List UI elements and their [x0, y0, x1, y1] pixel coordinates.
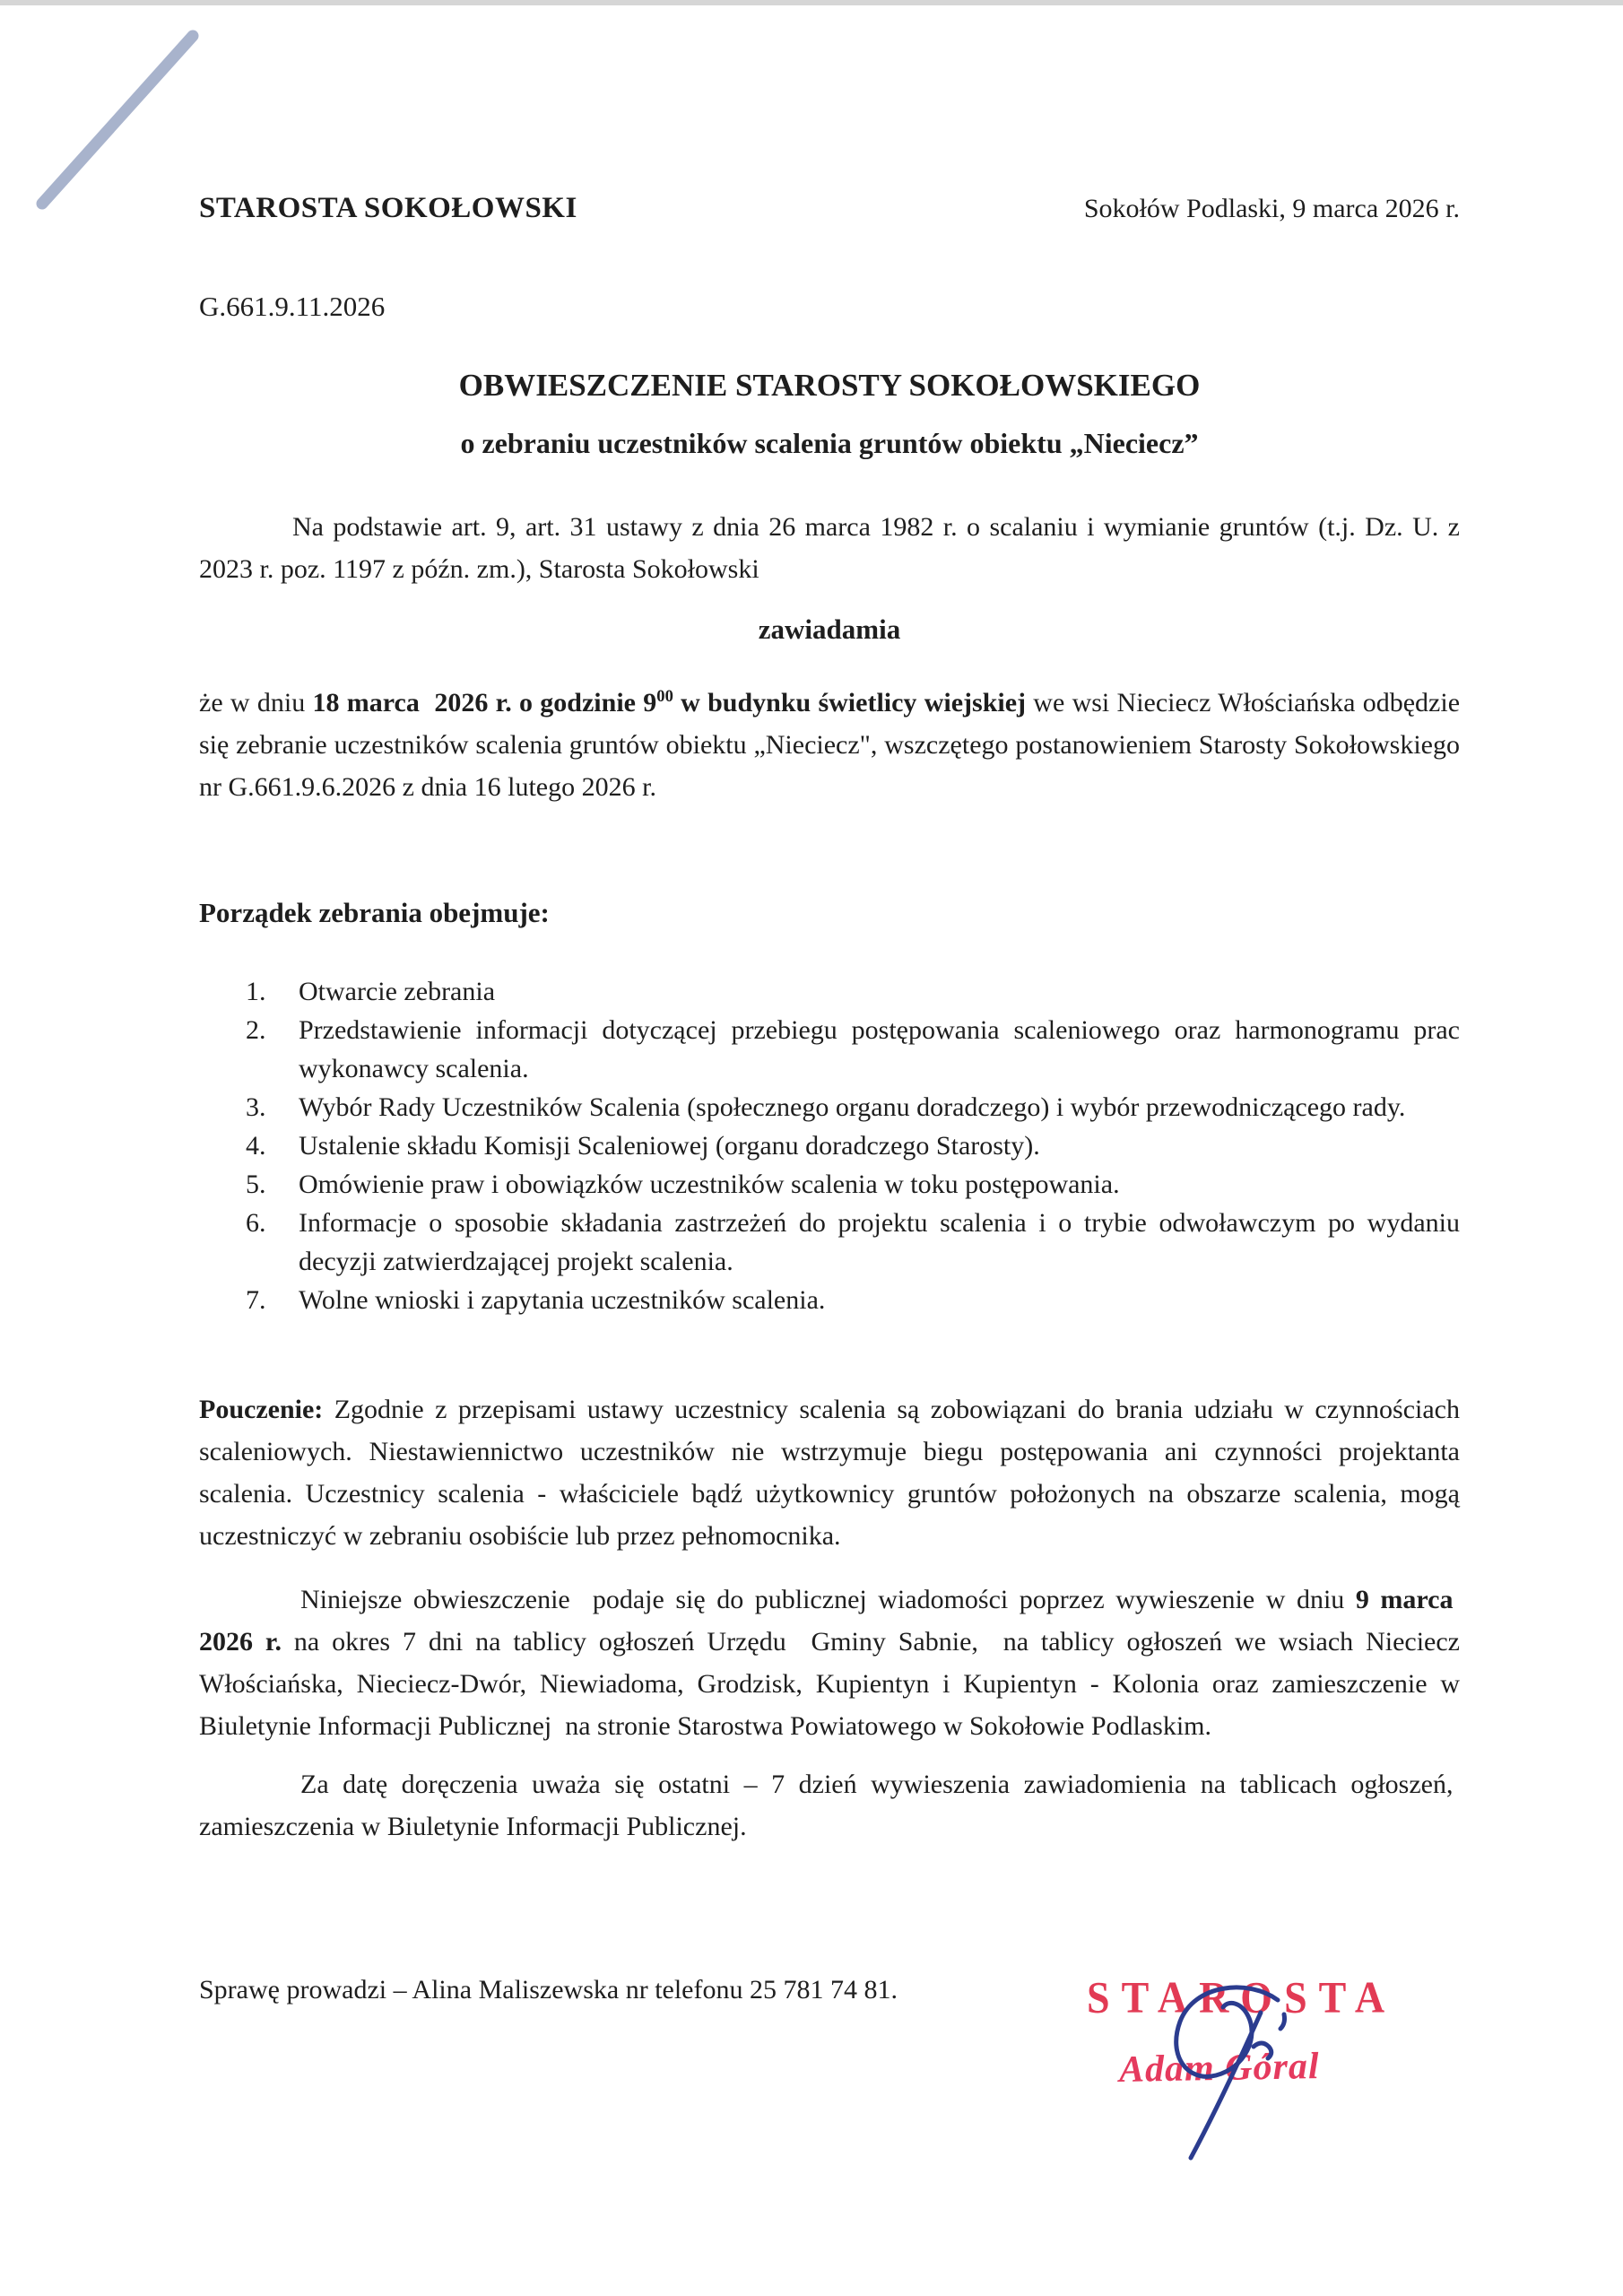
- starosta-stamp-title: STAROSTA: [1087, 1972, 1397, 2022]
- meeting-paragraph: [199, 682, 1460, 808]
- publication-paragraph: [199, 1578, 1460, 1747]
- agenda-heading: Porządek zebrania obejmuje:: [199, 897, 550, 928]
- meeting-hour-superscript: 00: [656, 687, 673, 706]
- agenda-item-text: Otwarcie zebrania: [299, 977, 496, 1006]
- notice-paragraph: [199, 1388, 1460, 1557]
- agenda-item: [199, 1204, 1460, 1281]
- agenda-item-text: Omówienie praw i obowiązków uczestników scalenia w toku postępowania.: [299, 1170, 1120, 1199]
- place-date-line: Sokołów Podlaski, 9 marca 2026 r.: [1083, 194, 1460, 223]
- meeting-date-time: 18 marca 2026 r. o godzinie 9: [312, 688, 657, 718]
- delivery-paragraph: Za datę doręczenia uważa się ostatni – 7 dzień wywieszenia zawiadomienia na tablicach ogłoszeń, zamieszczenia w Biuletynie Informacji Publicznej.: [199, 1770, 1460, 1841]
- meeting-text-lead: że w dniu: [199, 688, 313, 718]
- case-officer-line: Sprawę prowadzi – Alina Maliszewska nr telefonu 25 781 74 81.: [199, 1975, 898, 2005]
- publication-date: 9 marca 2026 r.: [199, 1585, 1460, 1657]
- notice-text: Zgodnie z przepisami ustawy uczestnicy scalenia są zobowiązani do brania udziału w czynnościach scaleniowych. Niestawiennictwo uczestników nie wstrzymuje biegu postępowania ani czynności projektanta scalenia. Uczestnicy scalenia - właściciele bądź użytkownicy gruntów położonych na obszarze scalenia, mogą uczestniczyć w zebraniu osobiście lub przez pełnomocnika.: [199, 1395, 1460, 1551]
- sender-title: STAROSTA SOKOŁOWSKI: [199, 192, 577, 224]
- agenda-list: [199, 972, 1460, 1319]
- agenda-item-text: Informacje o sposobie składania zastrzeżeń do projektu scalenia i o trybie odwoławczym po wydaniu decyzji zatwierdzającej projekt scalenia.: [299, 1208, 1460, 1276]
- notice-label: Pouczenie:: [199, 1395, 324, 1424]
- document-header: [199, 192, 1460, 225]
- document-subtitle: o zebraniu uczestników scalenia gruntów obiektu „Nieciecz”: [460, 427, 1199, 459]
- meeting-venue: w budynku świetlicy wiejskiej: [673, 688, 1027, 718]
- agenda-item-text: Wybór Rady Uczestników Scalenia (społecznego organu doradczego) i wybór przewodniczącego rady.: [299, 1092, 1406, 1122]
- document-title: OBWIESZCZENIE STAROSTY SOKOŁOWSKIEGO: [458, 368, 1201, 403]
- agenda-item: [199, 972, 1460, 1011]
- legal-basis-paragraph: Na podstawie art. 9, art. 31 ustawy z dnia 26 marca 1982 r. o scalaniu i wymianie gruntów (t.j. Dz. U. z 2023 r. poz. 1197 z późn. zm.), Starosta Sokołowski: [199, 512, 1460, 584]
- agenda-item-text: Ustalenie składu Komisji Scaleniowej (organu doradczego Starosty).: [299, 1131, 1040, 1161]
- publication-text-rest: na okres 7 dni na tablicy ogłoszeń Urzędu Gminy Sabnie, na tablicy ogłoszeń we wsiach Nieciecz Włościańska, Nieciecz-Dwór, Niewiadoma, Grodzisk, Kupientyn i Kupientyn - Kolonia oraz zamieszczenie w Biuletynie Informacji Publicznej na stronie Starostwa Powiatowego w Sokołowie Podlaskim.: [199, 1627, 1460, 1741]
- agenda-item: [199, 1011, 1460, 1088]
- agenda-item: [199, 1165, 1460, 1204]
- scan-top-edge: [0, 0, 1623, 5]
- reference-number: G.661.9.11.2026: [199, 291, 386, 322]
- agenda-item: [199, 1088, 1460, 1126]
- meeting-text-rest: we wsi Nieciecz Włościańska odbędzie się zebranie uczestników scalenia gruntów obiektu „Nieciecz", wszczętego postanowieniem Starosty Sokołowskiego nr G.661.9.6.2026 z dnia 16 lutego 2026 r.: [199, 688, 1461, 802]
- agenda-item-text: Wolne wnioski i zapytania uczestników scalenia.: [299, 1285, 826, 1315]
- agenda-item-text: Przedstawienie informacji dotyczącej przebiegu postępowania scaleniowego oraz harmonogramu prac wykonawcy scalenia.: [299, 1015, 1460, 1083]
- signature-ink: [1148, 1973, 1309, 2170]
- agenda-item: [199, 1126, 1460, 1165]
- announce-word: zawiadamia: [758, 613, 901, 645]
- starosta-stamp-name: Adam Góral: [1118, 2046, 1320, 2091]
- agenda-item: [199, 1281, 1460, 1319]
- publication-text-lead: Niniejsze obwieszczenie podaje się do publicznej wiadomości poprzez wywieszenie w dniu: [300, 1585, 1356, 1614]
